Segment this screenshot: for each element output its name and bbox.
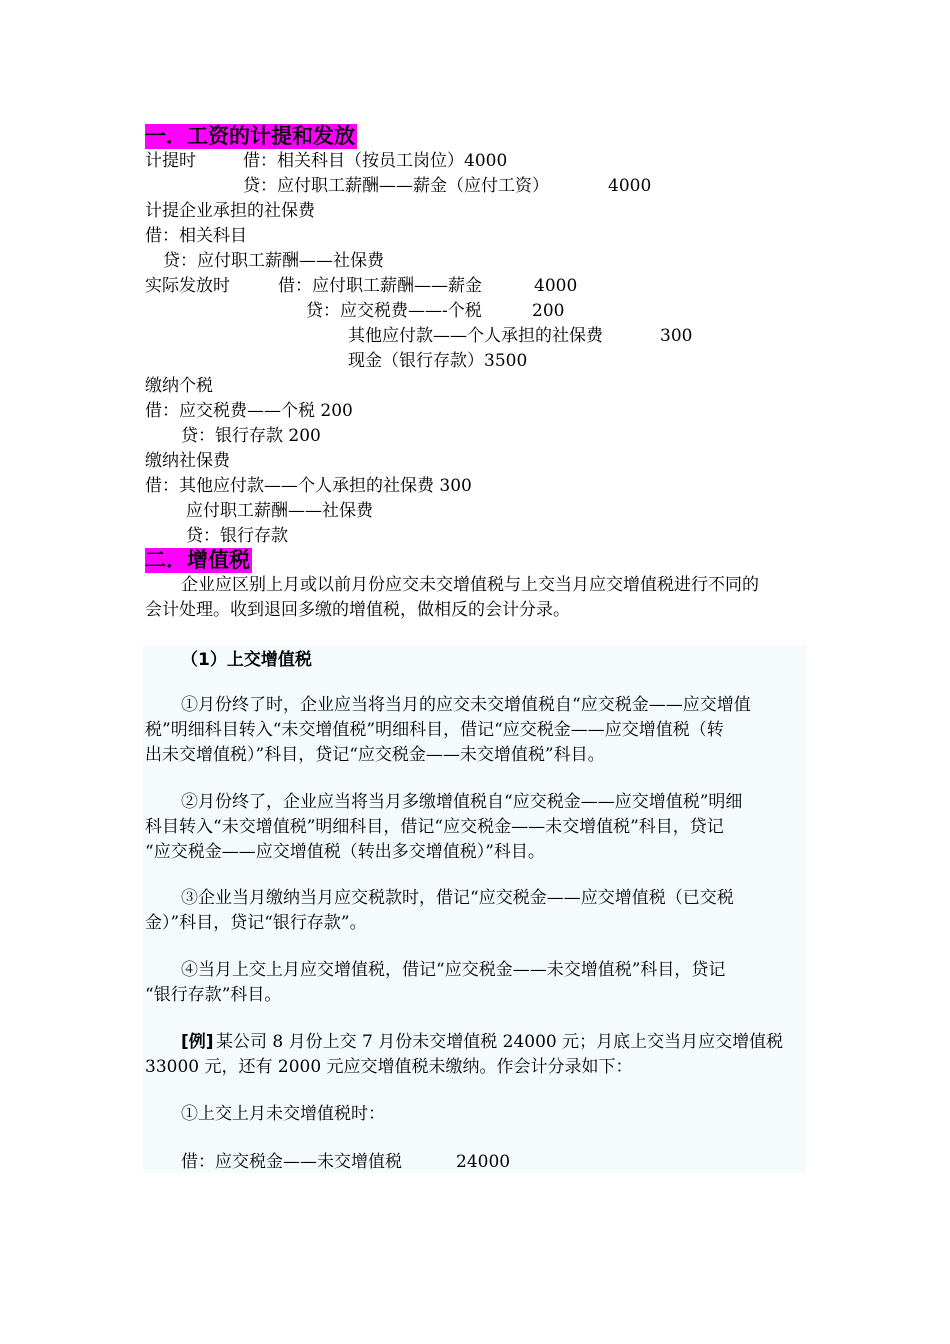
text-line: 300 bbox=[660, 326, 693, 346]
example-tag: [例] bbox=[181, 1032, 214, 1052]
subheading: （1）上交增值税 bbox=[181, 650, 312, 670]
text-line: 贷：银行存款 200 bbox=[181, 426, 321, 446]
text-line: 24000 bbox=[456, 1152, 511, 1172]
text-line: 某公司 8 月份上交 7 月份未交增值税 24000 元；月底上交当月应交增值税 bbox=[216, 1032, 784, 1052]
text-line: 借：相关科目 bbox=[145, 226, 247, 246]
text-line: 贷：应交税费——-个税 bbox=[306, 301, 482, 321]
text-line: ①上交上月未交增值税时： bbox=[181, 1104, 385, 1124]
text-line: 出未交增值税）”科目，贷记“应交税金——未交增值税”科目。 bbox=[145, 745, 605, 765]
text-line: 缴纳社保费 bbox=[145, 451, 230, 471]
text-line: “应交税金——应交增值税（转出多交增值税）”科目。 bbox=[145, 842, 545, 862]
text-line: 借：应交税金——未交增值税 bbox=[181, 1152, 402, 1172]
text-line: 借：应付职工薪酬——薪金 bbox=[278, 276, 482, 296]
text-line: 贷：银行存款 bbox=[186, 526, 288, 546]
text-line: 企业应区别上月或以前月份应交未交增值税与上交当月应交增值税进行不同的 bbox=[181, 575, 759, 595]
section1-heading: 一．工资的计提和发放 bbox=[145, 124, 355, 148]
text-line: 借：相关科目（按员工岗位）4000 bbox=[243, 151, 508, 171]
text-line: 金）”科目，贷记“银行存款”。 bbox=[145, 913, 367, 933]
text-line: 会计处理。收到退回多缴的增值税，做相反的会计分录。 bbox=[145, 600, 570, 620]
text-line: 税”明细科目转入“未交增值税”明细科目，借记“应交税金——应交增值税（转 bbox=[145, 720, 724, 740]
text-line: ①月份终了时，企业应当将当月的应交未交增值税自“应交税金——应交增值 bbox=[181, 695, 751, 715]
text-line: 200 bbox=[532, 301, 565, 321]
text-line: 33000 元，还有 2000 元应交增值税未缴纳。作会计分录如下： bbox=[145, 1057, 633, 1077]
text-line: 贷：应付职工薪酬——薪金（应付工资） bbox=[243, 176, 549, 196]
text-line: ③企业当月缴纳当月应交税款时，借记“应交税金——应交增值税（已交税 bbox=[181, 888, 734, 908]
text-line: 4000 bbox=[534, 276, 578, 296]
text-line: 4000 bbox=[608, 176, 652, 196]
text-line: 缴纳个税 bbox=[145, 376, 213, 396]
text-line: “银行存款”科目。 bbox=[145, 985, 282, 1005]
section2-heading: 二．增值税 bbox=[145, 548, 250, 572]
text-line: 贷：应付职工薪酬——社保费 bbox=[163, 251, 384, 271]
text-line: 现金（银行存款）3500 bbox=[348, 351, 528, 371]
text-line: 应付职工薪酬——社保费 bbox=[186, 501, 373, 521]
text-line: 科目转入“未交增值税”明细科目，借记“应交税金——未交增值税”科目，贷记 bbox=[145, 817, 724, 837]
text-line: 实际发放时 bbox=[145, 276, 230, 296]
text-line: 其他应付款——个人承担的社保费 bbox=[348, 326, 603, 346]
text-line: 借：其他应付款——个人承担的社保费 300 bbox=[145, 476, 472, 496]
text-line: 借：应交税费——个税 200 bbox=[145, 401, 353, 421]
text-line: 计提时 bbox=[145, 151, 196, 171]
text-line: ②月份终了，企业应当将当月多缴增值税自“应交税金——应交增值税”明细 bbox=[181, 792, 743, 812]
text-line: 计提企业承担的社保费 bbox=[145, 201, 315, 221]
text-line: ④当月上交上月应交增值税，借记“应交税金——未交增值税”科目，贷记 bbox=[181, 960, 726, 980]
